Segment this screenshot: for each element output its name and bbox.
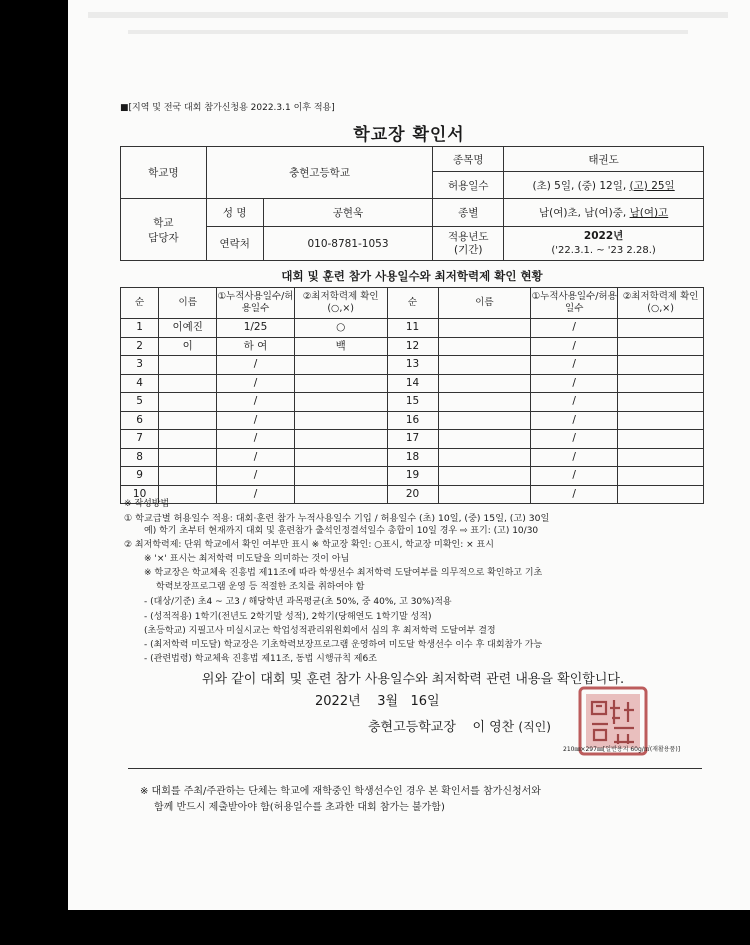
row-no-right: 19 xyxy=(387,467,438,486)
grid-header-no: 순 xyxy=(121,288,159,319)
faint-bleed-through xyxy=(88,8,728,44)
row-name xyxy=(159,356,217,375)
row-name-right xyxy=(438,448,531,467)
school-label: 학교명 xyxy=(121,147,207,199)
event-label: 종목명 xyxy=(433,147,504,172)
year-value: 2022년 ('22.3.1. ~ '23 2.28.) xyxy=(504,227,704,261)
note-4a: ※ 학교장은 학교체육 진흥법 제11조에 따라 학생선수 최저학력 도달여부를 의무적으로 확인하고 기초 xyxy=(144,568,543,578)
row-name xyxy=(159,374,217,393)
note-1b: 예) 학기 초부터 현재까지 대회 및 훈련참가 출석인정결석일수 총합이 10일 경우 ⇨ 표기: (고) 10/30 xyxy=(144,526,539,536)
row-no-right: 17 xyxy=(387,430,438,449)
row-name-right xyxy=(438,356,531,375)
row-name-right xyxy=(438,393,531,412)
row-check xyxy=(294,374,387,393)
row-days-right: / xyxy=(531,393,618,412)
note-8: - (최저학력 미도달) 학교장은 기초학력보장프로그램 운영하여 미도달 학생선수 이수 후 대회참가 가능 xyxy=(144,640,543,650)
row-check xyxy=(294,448,387,467)
section-title: 대회 및 훈련 참가 사용일수와 최저학력제 확인 현황 xyxy=(281,269,543,283)
row-days: / xyxy=(217,356,295,375)
document-title: 학교장 확인서 xyxy=(353,125,465,145)
note-1a: ① 학교급별 허용일수 적용: 대회·훈련 참가 누적사용일수 기입 / 허용일수 (초) 10일, (중) 15일, (고) 30일 xyxy=(124,513,550,524)
row-no: 5 xyxy=(121,393,159,412)
row-days: / xyxy=(217,374,295,393)
row-no: 4 xyxy=(121,374,159,393)
grid-header-name: 이름 xyxy=(159,288,217,319)
date: 2022년 3월 16일 xyxy=(315,694,440,709)
row-check-right xyxy=(618,467,704,486)
row-check-right xyxy=(618,337,704,356)
row-no: 6 xyxy=(121,411,159,430)
row-days-right: / xyxy=(531,430,618,449)
note-6: - (성적적용) 1학기(전년도 2학기말 성적), 2학기(당해연도 1학기말 성적) xyxy=(144,612,432,622)
grid-row xyxy=(121,485,704,504)
divider xyxy=(128,768,702,769)
row-days: / xyxy=(217,467,295,486)
row-days-right: / xyxy=(531,485,618,504)
row-no-right: 15 xyxy=(387,393,438,412)
row-no: 10 xyxy=(121,485,159,504)
allowed-days-value: (초) 5일, (중) 12일, (고) 25일 xyxy=(504,172,704,199)
row-days-right: / xyxy=(531,356,618,375)
row-name: 이 xyxy=(159,337,217,356)
grid-row xyxy=(121,467,704,486)
event-value: 태권도 xyxy=(504,147,704,172)
row-no: 7 xyxy=(121,430,159,449)
grid-header-name-right: 이름 xyxy=(438,288,531,319)
row-name-right xyxy=(438,467,531,486)
row-check-right xyxy=(618,485,704,504)
row-name-right xyxy=(438,319,531,338)
confirm-statement: 위와 같이 대회 및 훈련 참가 사용일수와 최저학력 관련 내용을 확인합니다. xyxy=(201,672,625,687)
note-5: - (대상/기준) 초4 ~ 고3 / 해당학년 과목평균(초 50%, 중 40%, 고 30%)적용 xyxy=(144,597,452,607)
info-table xyxy=(120,146,704,261)
grid-header-check-right: ②최저학력제 확인(○,×) xyxy=(618,288,704,319)
row-check xyxy=(294,485,387,504)
notes-heading: ※ 작성방법 xyxy=(124,499,170,509)
row-check: 백 xyxy=(294,337,387,356)
contact-value: 010-8781-1053 xyxy=(263,227,433,261)
principal-signature-line xyxy=(368,716,551,735)
grid-header-row xyxy=(121,288,704,319)
row-days-right: / xyxy=(531,319,618,338)
row-name-right xyxy=(438,374,531,393)
row-check-right xyxy=(618,356,704,375)
name-value: 공현욱 xyxy=(263,199,433,227)
grid-header-check: ②최저학력제 확인(○,×) xyxy=(294,288,387,319)
staff-label: 학교 담당자 xyxy=(121,199,207,261)
grid-header-days-right: ①누적사용일수/허용일수 xyxy=(531,288,618,319)
note-9: - (관련법령) 학교체육 진흥법 제11조, 동법 시행규칙 제6조 xyxy=(144,654,377,664)
grid-row xyxy=(121,393,704,412)
row-days: / xyxy=(217,485,295,504)
name-label: 성 명 xyxy=(206,199,263,227)
row-name xyxy=(159,467,217,486)
grid-row xyxy=(121,374,704,393)
row-no-right: 14 xyxy=(387,374,438,393)
grid-row xyxy=(121,448,704,467)
row-no-right: 16 xyxy=(387,411,438,430)
row-no: 1 xyxy=(121,319,159,338)
header-note: ■[지역 및 전국 대회 참가신청용 2022.3.1 이후 적용] xyxy=(120,103,335,113)
row-check-right xyxy=(618,411,704,430)
document-page xyxy=(68,0,750,910)
row-check xyxy=(294,411,387,430)
row-days: / xyxy=(217,393,295,412)
row-check-right xyxy=(618,430,704,449)
row-days-right: / xyxy=(531,467,618,486)
row-check-right xyxy=(618,319,704,338)
principal-name: 이 영찬 xyxy=(472,720,515,735)
row-no: 8 xyxy=(121,448,159,467)
contact-label: 연락처 xyxy=(206,227,263,261)
category-value: 남(여)초, 남(여)중, 남(여)고 xyxy=(504,199,704,227)
row-check: ○ xyxy=(294,319,387,338)
row-check-right xyxy=(618,393,704,412)
participation-grid xyxy=(120,287,704,504)
seal-label: (직인) xyxy=(518,720,551,734)
note-7: (초등학교) 지필고사 미실시교는 학업성적관리위원회에서 심의 후 최저학력 도달여부 결정 xyxy=(144,626,496,636)
row-check-right xyxy=(618,448,704,467)
row-days: 하 여 xyxy=(217,337,295,356)
row-name-right xyxy=(438,411,531,430)
row-name-right xyxy=(438,337,531,356)
row-no-right: 20 xyxy=(387,485,438,504)
row-no-right: 12 xyxy=(387,337,438,356)
school-value: 충현고등학교 xyxy=(206,147,433,199)
row-name-right xyxy=(438,430,531,449)
row-no-right: 18 xyxy=(387,448,438,467)
row-name xyxy=(159,448,217,467)
footer-note-b: 함께 반드시 제출받아야 함(허용일수를 초과한 대회 참가는 불가함) xyxy=(154,802,445,813)
grid-row xyxy=(121,430,704,449)
row-days: / xyxy=(217,411,295,430)
row-name-right xyxy=(438,485,531,504)
footer-note-a: ※ 대회를 주최/주관하는 단체는 학교에 재학중인 학생선수인 경우 본 확인서를 참가신청서와 xyxy=(140,786,541,797)
row-check xyxy=(294,467,387,486)
row-days-right: / xyxy=(531,448,618,467)
note-3: ※ '×' 표시는 최저학력 미도달을 의미하는 것이 아님 xyxy=(144,554,350,564)
row-days: 1/25 xyxy=(217,319,295,338)
row-days-right: / xyxy=(531,337,618,356)
row-no-right: 11 xyxy=(387,319,438,338)
row-check xyxy=(294,430,387,449)
grid-row xyxy=(121,411,704,430)
grid-row xyxy=(121,337,704,356)
row-name xyxy=(159,411,217,430)
row-days-right: / xyxy=(531,411,618,430)
year-label: 적용년도 (기간) xyxy=(433,227,504,261)
row-name xyxy=(159,430,217,449)
row-no: 2 xyxy=(121,337,159,356)
principal-school: 충현고등학교장 xyxy=(368,720,456,735)
grid-row xyxy=(121,356,704,375)
grid-header-no-right: 순 xyxy=(387,288,438,319)
row-days: / xyxy=(217,448,295,467)
row-days-right: / xyxy=(531,374,618,393)
paper-size-note: 210㎜×297㎜[일반용지 60g/㎡(재활용품)] xyxy=(563,746,681,753)
allowed-days-label: 허용일수 xyxy=(433,172,504,199)
row-no: 3 xyxy=(121,356,159,375)
grid-header-days: ①누적사용일수/허용일수 xyxy=(217,288,295,319)
row-name xyxy=(159,393,217,412)
row-no-right: 13 xyxy=(387,356,438,375)
note-2: ② 최저학력제: 단위 학교에서 확인 여부만 표시 ※ 학교장 확인: ○표시, 학교장 미확인: × 표시 xyxy=(124,540,494,550)
row-days: / xyxy=(217,430,295,449)
row-check xyxy=(294,393,387,412)
grid-row xyxy=(121,319,704,338)
row-check-right xyxy=(618,374,704,393)
note-4b: 학력보장프로그램 운영 등 적절한 조치를 취하여야 함 xyxy=(156,582,365,592)
row-check xyxy=(294,356,387,375)
row-name: 이예진 xyxy=(159,319,217,338)
category-label: 종별 xyxy=(433,199,504,227)
row-no: 9 xyxy=(121,467,159,486)
